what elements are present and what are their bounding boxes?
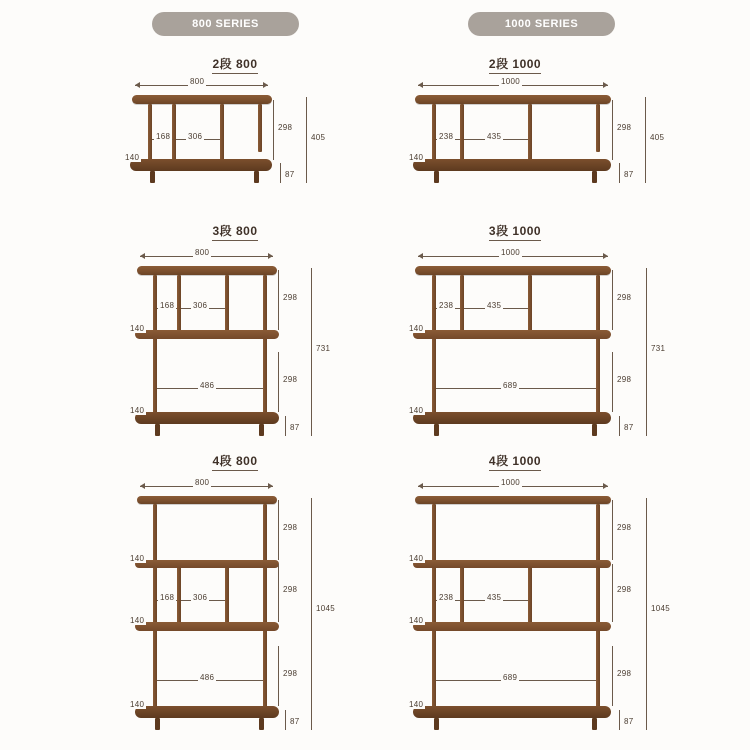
dim-lower-span: 689	[503, 381, 518, 390]
dim-depth-1: 140	[130, 554, 145, 563]
dim-gap-left: 168	[160, 593, 175, 602]
dim-top-width: 800	[190, 77, 205, 86]
dim-line-shelf-height-3	[278, 646, 279, 706]
shelf-top-board	[132, 95, 272, 104]
dim-top-width: 1000	[501, 77, 520, 86]
dim-depth: 140	[409, 153, 424, 162]
shelf-mid-board	[135, 330, 279, 339]
dim-line-base-height	[280, 163, 281, 183]
foot-right	[592, 718, 597, 730]
post-right	[596, 504, 600, 712]
post-right	[263, 275, 267, 417]
dim-base-height: 87	[285, 170, 295, 179]
panel-3dan-800	[110, 222, 360, 442]
panel-2dan-800	[110, 55, 360, 220]
dim-line-shelf-height-2	[612, 352, 613, 412]
dim-line-base-height	[285, 710, 286, 730]
dim-shelf-height-1: 298	[617, 293, 632, 302]
panel-title: 3段 800	[110, 222, 360, 239]
dim-lower-span: 486	[200, 381, 215, 390]
dim-gap-left: 238	[439, 593, 454, 602]
post-mid-left	[172, 104, 176, 162]
dim-base-height: 87	[290, 423, 300, 432]
foot-right	[592, 171, 597, 183]
dim-depth-2: 140	[409, 616, 424, 625]
dim-shelf-height-2: 298	[283, 375, 298, 384]
shelf-mid-board-2	[413, 622, 611, 631]
shelf-base-board	[130, 159, 272, 171]
series-tab-800[interactable]: 800 SERIES	[152, 12, 299, 36]
shelf-drawing-4dan-800	[110, 452, 360, 742]
post-left	[148, 104, 152, 162]
shelf-mid-board-1	[413, 560, 611, 568]
foot-left	[155, 424, 160, 436]
dim-depth-2: 140	[130, 616, 145, 625]
post-right	[596, 104, 600, 152]
panel-3dan-1000	[400, 222, 680, 442]
dim-depth-3: 140	[409, 700, 424, 709]
post-mid-right	[528, 566, 532, 624]
foot-left	[150, 171, 155, 183]
dim-line-total-height	[646, 268, 647, 436]
dim-total-height: 405	[650, 133, 665, 142]
dim-top-width: 800	[195, 478, 210, 487]
shelf-top-board	[415, 95, 611, 104]
panel-title: 3段 1000	[400, 222, 630, 239]
post-left	[432, 104, 436, 162]
dim-lower-span: 486	[200, 673, 215, 682]
dim-line-base-height	[619, 416, 620, 436]
panel-title: 4段 1000	[400, 452, 630, 469]
shelf-base-board	[413, 159, 611, 171]
dim-depth: 140	[125, 153, 140, 162]
shelf-top-board	[415, 496, 611, 504]
post-mid-left	[177, 566, 181, 624]
dim-total-height: 1045	[651, 604, 670, 613]
dim-depth-1: 140	[409, 554, 424, 563]
dim-line-total-height	[646, 498, 647, 730]
dim-base-height: 87	[624, 170, 634, 179]
post-mid-left	[460, 566, 464, 624]
panel-title: 4段 800	[110, 452, 360, 469]
dim-line-total-height	[306, 97, 307, 183]
dim-depth-base: 140	[130, 406, 145, 415]
dim-shelf-height-1: 298	[617, 523, 632, 532]
post-mid-right	[225, 275, 229, 332]
dim-shelf-height-2: 298	[617, 375, 632, 384]
dim-total-height: 731	[651, 344, 666, 353]
dim-base-height: 87	[624, 717, 634, 726]
panel-2dan-1000	[400, 55, 680, 220]
dim-gap-right: 435	[487, 593, 502, 602]
dim-gap-left: 238	[439, 301, 454, 310]
dim-line-shelf-height	[273, 100, 274, 160]
dim-depth-mid: 140	[409, 324, 424, 333]
dim-top-width: 1000	[501, 478, 520, 487]
series-tab-1000[interactable]: 1000 SERIES	[468, 12, 615, 36]
dim-line-shelf-height-1	[278, 500, 279, 560]
panel-4dan-800	[110, 452, 360, 742]
dim-total-height: 1045	[316, 604, 335, 613]
shelf-drawing-3dan-1000	[400, 222, 680, 442]
shelf-base-board	[413, 412, 611, 424]
dim-shelf-height-3: 298	[617, 669, 632, 678]
shelf-base-board	[135, 412, 279, 424]
post-mid-left	[460, 275, 464, 332]
panel-4dan-1000	[400, 452, 680, 742]
dim-line-shelf-height-1	[612, 270, 613, 330]
dim-lower-span: 689	[503, 673, 518, 682]
shelf-mid-board	[413, 330, 611, 339]
shelf-top-board	[415, 266, 611, 275]
foot-left	[155, 718, 160, 730]
foot-right	[259, 718, 264, 730]
dim-line-shelf-height-2	[278, 352, 279, 412]
panel-title: 2段 800	[110, 55, 360, 72]
dim-base-height: 87	[290, 717, 300, 726]
dim-gap-right: 306	[193, 301, 208, 310]
shelf-top-board	[137, 266, 277, 275]
dim-top-width: 800	[195, 248, 210, 257]
dim-shelf-height-1: 298	[283, 293, 298, 302]
dim-shelf-height: 298	[278, 123, 293, 132]
series-tabs	[0, 12, 750, 40]
foot-left	[434, 424, 439, 436]
dim-line-base-height	[285, 416, 286, 436]
dim-depth-mid: 140	[130, 324, 145, 333]
post-mid-right	[528, 275, 532, 332]
dim-line-shelf-height-3	[612, 646, 613, 706]
foot-right	[254, 171, 259, 183]
dim-shelf-height-2: 298	[283, 585, 298, 594]
post-right	[263, 504, 267, 712]
post-mid-right	[220, 104, 224, 162]
dim-gap-right: 306	[193, 593, 208, 602]
dim-gap-left: 238	[439, 132, 454, 141]
foot-left	[434, 171, 439, 183]
dim-line-base-height	[619, 163, 620, 183]
dim-total-height: 405	[311, 133, 326, 142]
foot-right	[592, 424, 597, 436]
dim-line-shelf-height-2	[278, 564, 279, 622]
dim-line-shelf-height-2	[612, 564, 613, 622]
dim-line-shelf-height-1	[278, 270, 279, 330]
dim-line-shelf-height	[612, 100, 613, 160]
post-right	[258, 104, 262, 152]
foot-left	[434, 718, 439, 730]
dim-line-total-height	[311, 268, 312, 436]
dim-depth-base: 140	[409, 406, 424, 415]
dim-shelf-height-1: 298	[283, 523, 298, 532]
dim-shelf-height-3: 298	[283, 669, 298, 678]
post-left	[153, 275, 157, 417]
shelf-base-board	[413, 706, 611, 718]
dim-shelf-height: 298	[617, 123, 632, 132]
dim-gap-left: 168	[156, 132, 171, 141]
shelf-mid-board-2	[135, 622, 279, 631]
panel-title: 2段 1000	[400, 55, 630, 72]
dim-shelf-height-2: 298	[617, 585, 632, 594]
post-mid-right	[225, 566, 229, 624]
post-mid-right	[528, 104, 532, 162]
dim-gap-right: 306	[188, 132, 203, 141]
dim-line-total-height	[645, 97, 646, 183]
dim-top-width: 1000	[501, 248, 520, 257]
post-right	[596, 275, 600, 417]
dim-line-total-height	[311, 498, 312, 730]
dim-line-base-height	[619, 710, 620, 730]
post-left	[432, 275, 436, 417]
dim-gap-right: 435	[487, 132, 502, 141]
foot-right	[259, 424, 264, 436]
shelf-mid-board-1	[135, 560, 279, 568]
dim-depth-3: 140	[130, 700, 145, 709]
shelf-base-board	[135, 706, 279, 718]
dim-total-height: 731	[316, 344, 331, 353]
dim-gap-right: 435	[487, 301, 502, 310]
post-mid-left	[177, 275, 181, 332]
dim-line-shelf-height-1	[612, 500, 613, 560]
shelf-drawing-3dan-800	[110, 222, 360, 442]
dim-base-height: 87	[624, 423, 634, 432]
shelf-top-board	[137, 496, 277, 504]
dim-gap-left: 168	[160, 301, 175, 310]
post-mid-left	[460, 104, 464, 162]
